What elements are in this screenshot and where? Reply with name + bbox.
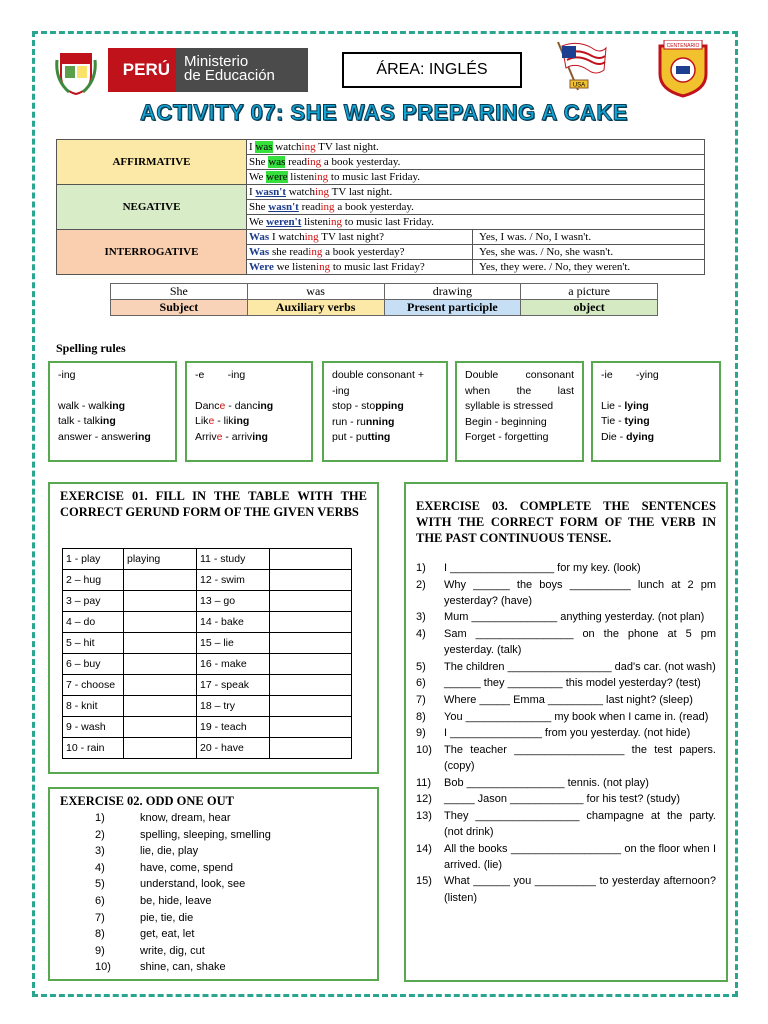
- spelling-example: Tie - tying: [601, 415, 650, 427]
- negative-example: I wasn't watching TV last night.: [247, 185, 705, 200]
- list-item: 12) _____ Jason ____________ for his test? (study): [416, 793, 681, 806]
- odd-one-out-list: [60, 810, 367, 976]
- list-item: 7) pie, tie, die: [95, 911, 194, 924]
- list-item: 5) understand, look, see: [95, 878, 246, 891]
- negative-example: She wasn't reading a book yesterday.: [247, 200, 705, 215]
- answer-cell[interactable]: [270, 738, 352, 759]
- part-word: She: [111, 284, 248, 300]
- interrogative-answer: Yes, I was. / No, I wasn't.: [473, 230, 705, 245]
- answer-cell[interactable]: [270, 717, 352, 738]
- flag-text: USA: [572, 82, 586, 89]
- list-item: 9) write, dig, cut: [95, 944, 205, 957]
- table-row: 1 - play playing 11 - study: [63, 549, 352, 570]
- list-item: 5) The children _________________ dad's car. (not wash): [416, 660, 716, 673]
- spelling-example: Lie - lying: [601, 399, 649, 412]
- table-row: 5 – hit 15 – lie: [63, 633, 352, 654]
- list-item: 3) Mum ______________ anything yesterday. (not plan): [416, 611, 705, 624]
- list-item: 2) spelling, sleeping, smelling: [95, 828, 271, 841]
- part-label: Subject: [111, 300, 248, 316]
- spelling-example: Die - dying: [601, 430, 655, 443]
- list-item: 13) They _________________ champagne at the party. (not drink): [416, 809, 716, 838]
- ministry-line-1: Ministerio: [184, 53, 249, 70]
- answer-cell[interactable]: [270, 696, 352, 717]
- part-label: Present participle: [384, 300, 521, 316]
- answer-cell[interactable]: [124, 633, 197, 654]
- list-item: 10) The teacher __________________ the test papers. (copy): [416, 743, 716, 772]
- answer-cell[interactable]: [124, 654, 197, 675]
- answer-cell[interactable]: [124, 675, 197, 696]
- area-label: ÁREA: INGLÉS: [342, 52, 522, 88]
- table-row: 8 - knit 18 – try: [63, 696, 352, 717]
- interrogative-example: Was she reading a book yesterday?: [247, 245, 473, 260]
- coat-of-arms-icon: [55, 50, 97, 96]
- interrogative-example: Was I watching TV last night?: [247, 230, 473, 245]
- spelling-rules-title: Spelling rules: [56, 341, 126, 355]
- negative-example: We weren't listening to music last Friday.: [247, 215, 705, 230]
- list-item: 1) know, dream, hear: [95, 812, 231, 824]
- spelling-box-double-consonant: double consonant + -ing stop - stopping run - running put - putting: [322, 361, 448, 462]
- spelling-example: Begin - beginning: [465, 415, 547, 428]
- exercise-01-title: EXERCISE 01. FILL IN THE TABLE WITH THE CORRECT GERUND FORM OF THE GIVEN VERBS: [60, 489, 367, 519]
- answer-cell[interactable]: [270, 675, 352, 696]
- answer-cell[interactable]: [270, 654, 352, 675]
- usa-flag-icon: [548, 40, 608, 92]
- ministry-line-2: de Educación: [184, 67, 275, 84]
- ministry-logo: [108, 48, 308, 92]
- part-label: object: [521, 300, 658, 316]
- spelling-example: put - putting: [332, 431, 391, 443]
- spelling-example: walk - walking: [58, 399, 126, 412]
- part-word: a picture: [521, 284, 658, 300]
- spelling-box-ing: -ing walk - walking talk - talking answer - answering: [48, 361, 177, 462]
- affirmative-example: We were listening to music last Friday.: [247, 170, 705, 185]
- peru-label: PERÚ: [108, 48, 176, 92]
- list-item: 14) All the books __________________ on the floor when I arrived. (lie): [416, 842, 716, 871]
- answer-cell[interactable]: [124, 738, 197, 759]
- spelling-box-ie-ying: -ie -ying Lie - lying Tie - tying Die - dying: [591, 361, 721, 462]
- table-row: 10 - rain 20 - have: [63, 738, 352, 759]
- exercise-03-box: [404, 482, 728, 982]
- spelling-example: answer - answering: [58, 430, 151, 443]
- spelling-example: Dance - dancing: [195, 399, 274, 412]
- spelling-box-stressed: Double consonant when the last syllable is stressed Begin - beginning Forget - forgetting: [455, 361, 584, 462]
- table-row: 9 - wash 19 - teach: [63, 717, 352, 738]
- interrogative-example: Were we listening to music last Friday?: [247, 260, 473, 275]
- table-row: 3 – pay 13 – go: [63, 591, 352, 612]
- spelling-example: run - running: [332, 415, 395, 428]
- grammar-table: [56, 139, 705, 275]
- table-row: 6 – buy 16 - make: [63, 654, 352, 675]
- answer-cell[interactable]: [270, 633, 352, 654]
- answer-cell[interactable]: [124, 570, 197, 591]
- exercise-02-title: EXERCISE 02. ODD ONE OUT: [60, 794, 234, 808]
- answer-cell[interactable]: [124, 696, 197, 717]
- negative-label: NEGATIVE: [57, 185, 247, 230]
- list-item: 2) Why ______ the boys __________ lunch at 2 pm yesterday? (have): [416, 578, 716, 607]
- list-item: 8) You ______________ my book when I came in. (read): [416, 710, 709, 723]
- table-row: 7 - choose 17 - speak: [63, 675, 352, 696]
- spelling-example: Like - liking: [195, 415, 250, 427]
- gerund-table: [62, 548, 352, 759]
- spelling-example: Forget - forgetting: [465, 431, 549, 443]
- list-item: 4) Sam ________________ on the phone at 5 pm yesterday. (talk): [416, 627, 716, 657]
- list-item: 10) shine, can, shake: [95, 961, 226, 974]
- list-item: 3) lie, die, play: [95, 845, 199, 858]
- list-item: 11) Bob ________________ tennis. (not play): [416, 776, 649, 789]
- answer-cell[interactable]: [270, 591, 352, 612]
- interrogative-answer: Yes, she was. / No, she wasn't.: [473, 245, 705, 260]
- list-item: 6) ______ they _________ this model yesterday? (test): [416, 677, 701, 690]
- interrogative-label: INTERROGATIVE: [57, 230, 247, 275]
- affirmative-example: She was reading a book yesterday.: [247, 155, 705, 170]
- answer-cell[interactable]: [270, 612, 352, 633]
- spelling-example: talk - talking: [58, 415, 116, 427]
- part-word: was: [247, 284, 384, 300]
- list-item: 9) I _______________ from you yesterday. (not hide): [416, 727, 691, 740]
- answer-cell[interactable]: [270, 549, 352, 570]
- exercise-03-title: EXERCISE 03. COMPLETE THE SENTENCES WITH THE CORRECT FORM OF THE VERB IN THE PAST CONTINUOUS TENSE.: [416, 499, 716, 545]
- list-item: 1) I _________________ for my key. (look): [416, 562, 641, 574]
- list-item: 8) get, eat, let: [95, 928, 195, 941]
- exercise-02-box: [48, 787, 379, 981]
- answer-cell[interactable]: [124, 717, 197, 738]
- answer-cell[interactable]: [124, 591, 197, 612]
- spelling-box-e-ing: -e -ing Dance - dancing Like - liking Arrive - arriving: [185, 361, 313, 462]
- table-row: 2 – hug 12 - swim: [63, 570, 352, 591]
- interrogative-answer: Yes, they were. / No, they weren't.: [473, 260, 705, 275]
- answer-cell[interactable]: [124, 612, 197, 633]
- answer-cell[interactable]: [270, 570, 352, 591]
- affirmative-label: AFFIRMATIVE: [57, 140, 247, 185]
- answer-cell[interactable]: playing: [124, 549, 197, 570]
- list-item: 4) have, come, spend: [95, 861, 233, 874]
- list-item: 6) be, hide, leave: [95, 894, 212, 907]
- part-label: Auxiliary verbs: [247, 300, 384, 316]
- school-badge-icon: [656, 40, 710, 98]
- list-item: 7) Where _____ Emma _________ last night? (sleep): [416, 693, 693, 706]
- exercise-01-box: [48, 482, 379, 774]
- list-item: 15) What ______ you __________ to yesterday afternoon? (listen): [416, 875, 716, 904]
- affirmative-example: I was watching TV last night.: [247, 140, 705, 155]
- sentence-list: [416, 560, 716, 906]
- page-title: ACTIVITY 07: SHE WAS PREPARING A CAKE: [140, 100, 628, 125]
- part-word: drawing: [384, 284, 521, 300]
- sentence-parts-table: [110, 283, 658, 316]
- table-row: 4 – do 14 - bake: [63, 612, 352, 633]
- spelling-example: Arrive - arriving: [195, 430, 268, 443]
- badge-text: CENTENARIO: [666, 43, 700, 49]
- spelling-example: stop - stopping: [332, 400, 404, 412]
